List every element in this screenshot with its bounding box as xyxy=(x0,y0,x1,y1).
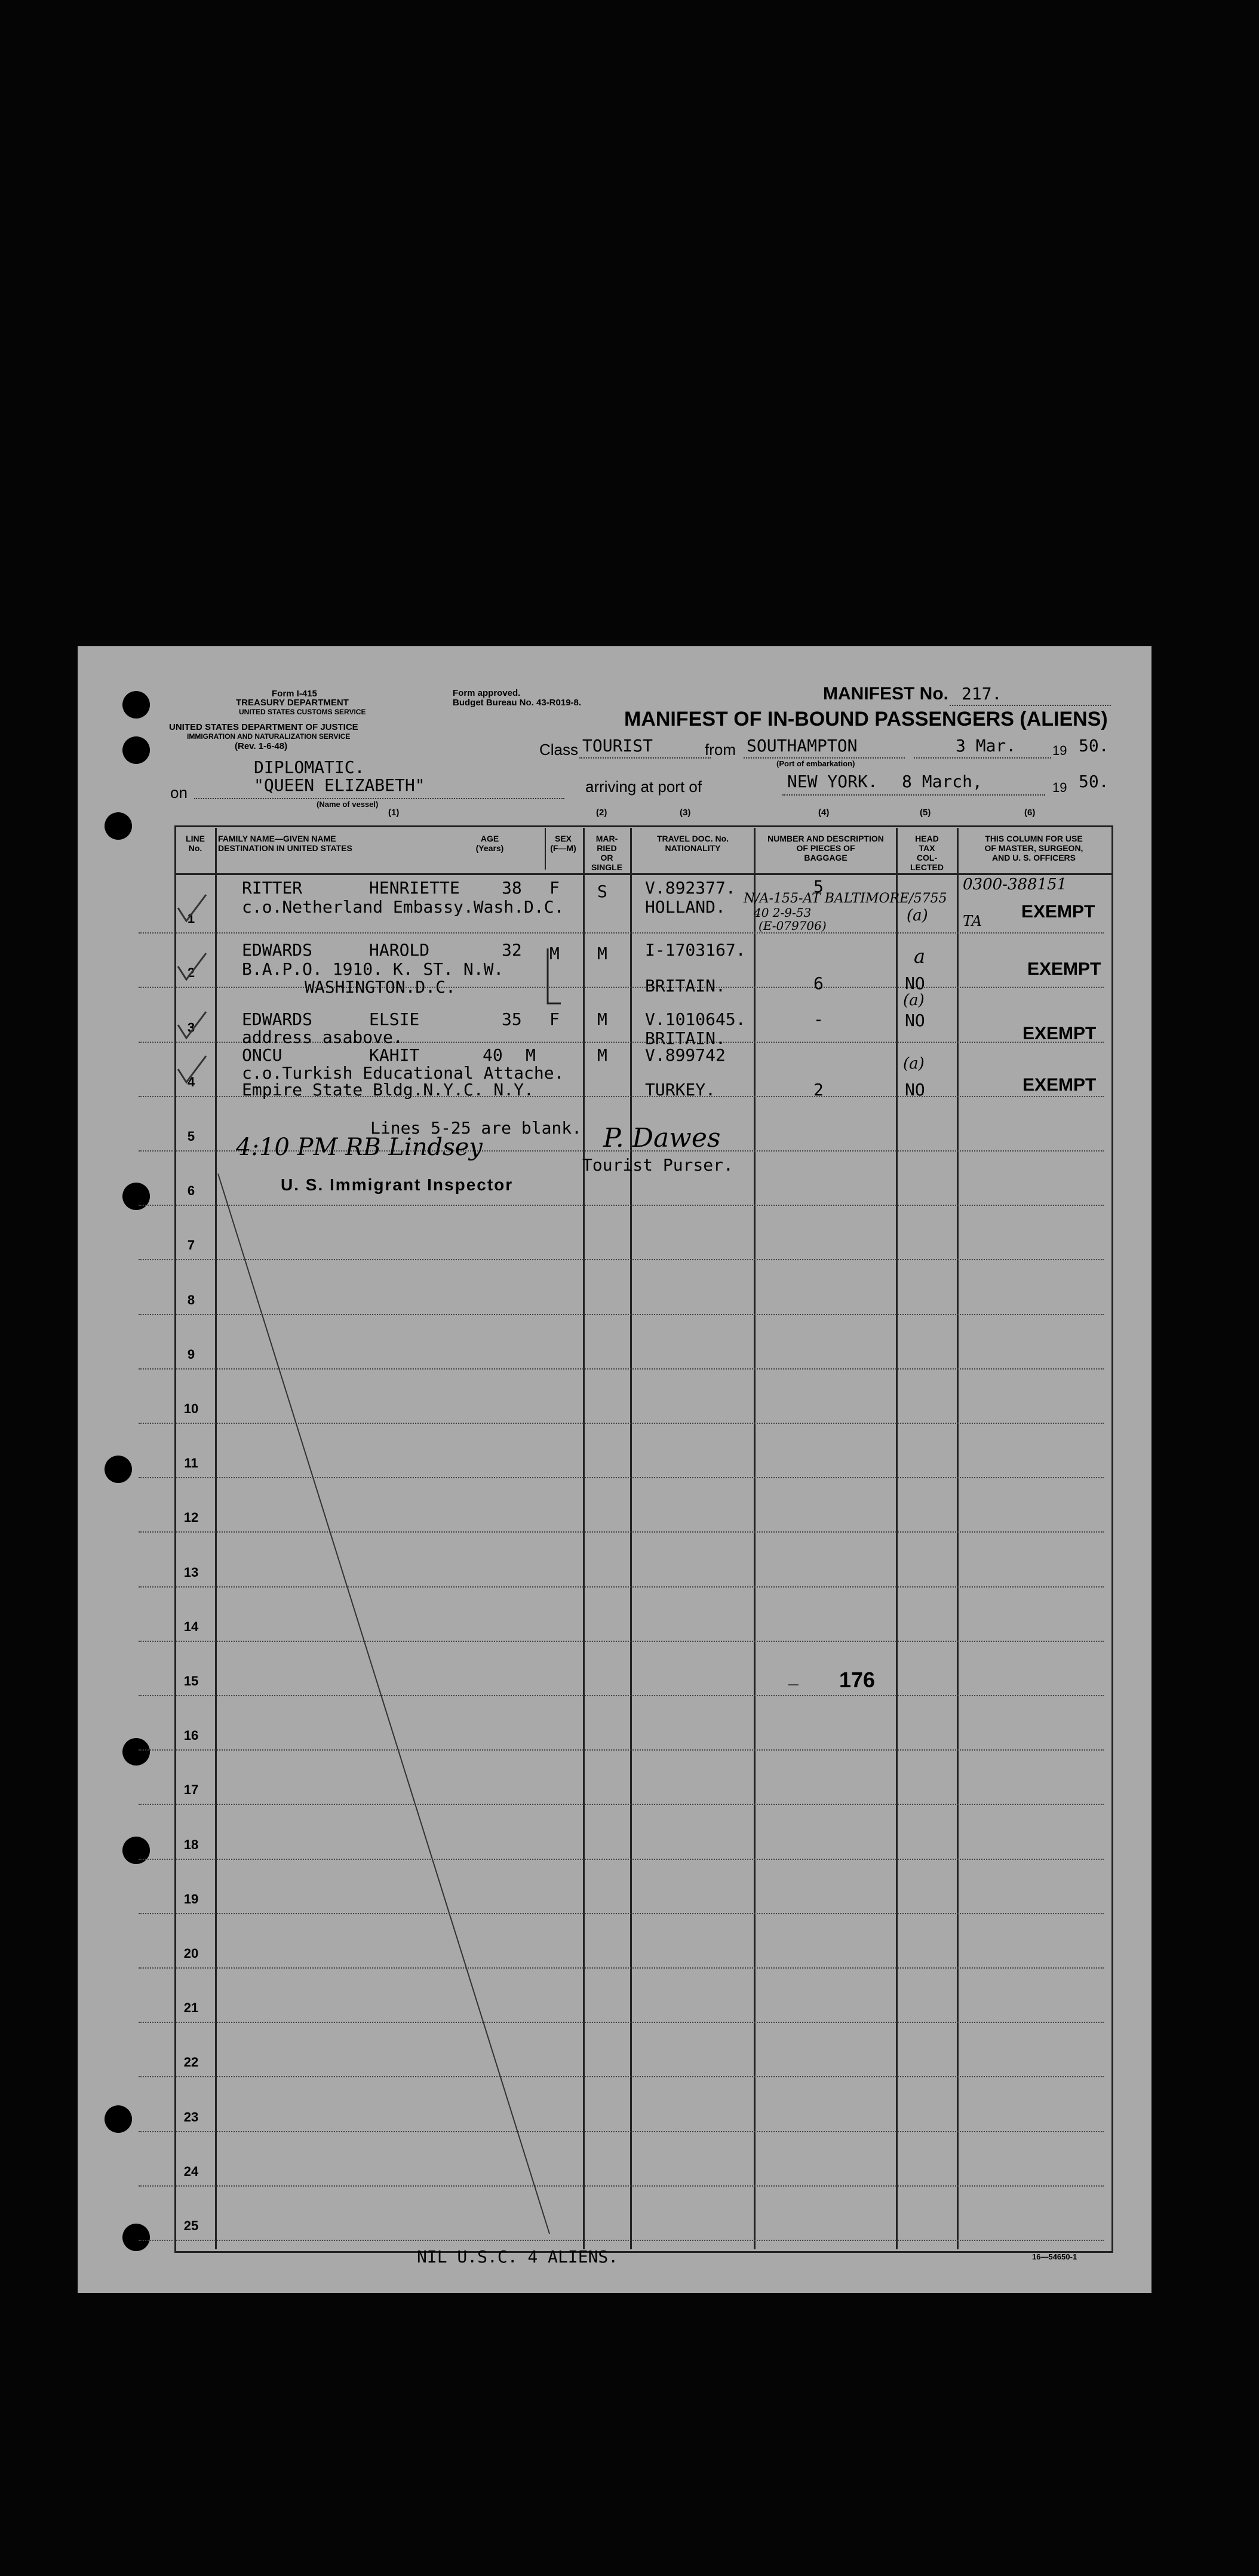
line-number: 15 xyxy=(183,1674,199,1688)
handwritten-note: 40 2-9-53 xyxy=(754,905,812,920)
customs-service: UNITED STATES CUSTOMS SERVICE xyxy=(239,708,366,716)
line-number: 18 xyxy=(183,1837,199,1852)
passenger-destination: c.o.Turkish Educational Attache. xyxy=(242,1063,564,1083)
header-divider xyxy=(174,873,1111,875)
binder-hole xyxy=(105,812,132,840)
purser-signature: P. Dawes xyxy=(603,1123,721,1153)
col-num-4: (4) xyxy=(818,808,830,818)
ins-service: IMMIGRATION AND NATURALIZATION SERVICE xyxy=(187,732,351,741)
manifest-title: MANIFEST OF IN-BOUND PASSENGERS (ALIENS) xyxy=(624,708,1108,730)
line-number: 10 xyxy=(183,1401,199,1416)
binder-hole xyxy=(105,1456,132,1483)
port-embark-note: (Port of embarkation) xyxy=(776,759,855,768)
col-num-6: (6) xyxy=(1024,808,1036,818)
passenger-marital: M xyxy=(597,1045,607,1065)
binder-hole xyxy=(122,1837,150,1864)
line-number: 14 xyxy=(183,1619,199,1634)
form-approved: Form approved. xyxy=(453,688,521,698)
treasury-dept: TREASURY DEPARTMENT xyxy=(236,698,349,708)
passenger-family: EDWARDS xyxy=(242,940,313,960)
check-mark xyxy=(178,895,206,921)
officer-note: 0300-388151 xyxy=(963,876,1067,894)
check-mark xyxy=(178,1056,206,1082)
binder-hole xyxy=(122,2224,150,2251)
passenger-sex: F xyxy=(549,1009,560,1029)
arrival-port: NEW YORK. xyxy=(787,772,878,791)
manifest-label: MANIFEST No. xyxy=(823,684,948,704)
row-separator xyxy=(139,932,1104,934)
passenger-nationality: TURKEY. xyxy=(645,1080,716,1100)
check-marks xyxy=(173,890,221,1093)
inspector-time-signature: 4:10 PM RB Lindsey xyxy=(236,1134,483,1161)
line-number: 13 xyxy=(183,1564,199,1580)
vessel-prefix: DIPLOMATIC. xyxy=(254,757,365,777)
check-mark xyxy=(178,1012,206,1038)
col-header-name: FAMILY NAME—GIVEN NAME DESTINATION IN UNITED STATES xyxy=(218,834,352,853)
line-number: 24 xyxy=(183,2163,199,2179)
passenger-marital: M xyxy=(597,944,607,963)
passenger-nationality: BRITAIN. xyxy=(645,976,726,996)
passenger-given: HENRIETTE xyxy=(369,878,460,898)
passenger-doc: V.899742 xyxy=(645,1045,726,1065)
passenger-given: ELSIE xyxy=(369,1009,420,1029)
line-number: 16 xyxy=(183,1728,199,1743)
line-number: 12 xyxy=(183,1510,199,1525)
exempt-stamp: EXEMPT xyxy=(1021,902,1095,922)
passenger-headtax: NO xyxy=(905,1011,925,1030)
line-number: 21 xyxy=(183,2000,199,2016)
binder-hole xyxy=(105,2105,132,2133)
passenger-baggage: 2 xyxy=(813,1080,824,1100)
passenger-nationality: BRITAIN. xyxy=(645,1028,726,1048)
from-label: from xyxy=(705,741,736,759)
passenger-sex: F xyxy=(549,878,560,898)
line-number: 20 xyxy=(183,1946,199,1961)
passenger-age: 35 xyxy=(502,1009,522,1029)
port-of-embarkation: SOUTHAMPTON xyxy=(747,736,858,756)
headtax-hand: (a) xyxy=(903,1055,925,1073)
arrival-year: 50. xyxy=(1079,772,1109,791)
binder-hole xyxy=(122,736,150,764)
passenger-baggage: 5 xyxy=(813,877,824,896)
officer-note: TA xyxy=(963,913,982,929)
passenger-doc: I-1703167. xyxy=(645,940,746,960)
passenger-given: KAHIT xyxy=(369,1045,420,1065)
passenger-marital: M xyxy=(597,1009,607,1029)
handwritten-note: N/A-155-AT BALTIMORE/5755 xyxy=(744,891,947,906)
line-number: 8 xyxy=(187,1292,195,1307)
passenger-marital: S xyxy=(597,882,607,901)
passenger-destination: c.o.Netherland Embassy.Wash.D.C. xyxy=(242,897,564,917)
passenger-destination: B.A.P.O. 1910. K. ST. N.W. xyxy=(242,959,504,979)
purser-title: Tourist Purser. xyxy=(582,1155,733,1175)
line-number: 1 xyxy=(187,911,195,926)
passenger-family: EDWARDS xyxy=(242,1009,313,1029)
line-number: 11 xyxy=(184,1456,198,1471)
age-bracket xyxy=(535,944,570,1009)
line-number: 23 xyxy=(183,2109,199,2124)
passenger-age: 32 xyxy=(502,940,522,960)
budget-bureau: Budget Bureau No. 43-R019-8. xyxy=(453,698,582,708)
line-number: 17 xyxy=(183,1782,199,1798)
headtax-hand: a xyxy=(914,945,926,968)
binder-hole xyxy=(122,691,150,719)
justice-dept: UNITED STATES DEPARTMENT OF JUSTICE xyxy=(169,722,358,732)
line-number: 22 xyxy=(183,2055,199,2070)
footer-code: 16—54650-1 xyxy=(1032,2252,1077,2261)
exempt-stamp: EXEMPT xyxy=(1027,959,1101,979)
passenger-headtax: NO xyxy=(905,1080,925,1100)
inspector-title: U. S. Immigrant Inspector xyxy=(281,1175,514,1194)
departure-date: 3 Mar. xyxy=(956,736,1017,756)
arriving-label: arriving at port of xyxy=(585,778,702,796)
col-header-marital: MAR- RIED OR SINGLE xyxy=(591,834,623,872)
col-num-5: (5) xyxy=(920,808,931,818)
col-header-officers: THIS COLUMN FOR USE OF MASTER, SURGEON, AND U. S. OFFICERS xyxy=(984,834,1083,862)
passenger-age: 38 xyxy=(502,878,522,898)
manifest-number: 217. xyxy=(962,684,1002,704)
passenger-family: ONCU xyxy=(242,1045,282,1065)
class-label: Class xyxy=(539,741,579,759)
passenger-family: RITTER xyxy=(242,878,303,898)
line-number: 7 xyxy=(187,1238,195,1253)
passenger-doc: V.1010645. xyxy=(645,1009,746,1029)
check-mark xyxy=(178,953,206,980)
line-number: 5 xyxy=(187,1129,195,1144)
revision-date: (Rev. 1-6-48) xyxy=(235,741,288,751)
passenger-headtax: (a) xyxy=(907,907,928,925)
col-header-sex: SEX (F—M) xyxy=(550,834,576,853)
arrival-date: 8 March, xyxy=(902,772,982,791)
line-number: 19 xyxy=(183,1891,199,1906)
line-number: 3 xyxy=(187,1020,195,1035)
passenger-destination: WASHINGTON.D.C. xyxy=(305,977,456,997)
page-number: 176 xyxy=(839,1668,876,1692)
col-header-headtax: HEAD TAX COL- LECTED xyxy=(910,834,944,872)
col-header-age: AGE (Years) xyxy=(475,834,504,853)
handwritten-note: (E-079706) xyxy=(759,919,827,933)
exempt-stamp: EXEMPT xyxy=(1022,1024,1097,1043)
exempt-stamp: EXEMPT xyxy=(1022,1075,1097,1095)
departure-year: 50. xyxy=(1079,736,1109,756)
page-prefix: _ xyxy=(788,1668,799,1687)
on-label: on xyxy=(170,784,188,802)
passenger-doc: V.892377. xyxy=(645,878,736,898)
col-num-1: (1) xyxy=(388,808,400,818)
blank-lines-note: Lines 5-25 are blank. xyxy=(370,1118,582,1138)
year-prefix: 19 xyxy=(1052,743,1067,758)
voyage-class: TOURIST xyxy=(582,736,653,756)
row-separator xyxy=(139,987,1104,988)
col-header-doc: TRAVEL DOC. No. NATIONALITY xyxy=(656,834,729,853)
col-num-2: (2) xyxy=(596,808,607,818)
passenger-destination: Empire State Bldg.N.Y.C. N.Y. xyxy=(242,1080,534,1100)
passenger-headtax: NO xyxy=(905,974,925,993)
passenger-baggage: 6 xyxy=(813,974,824,993)
line-number: 6 xyxy=(187,1183,195,1199)
col-header-baggage: NUMBER AND DESCRIPTION OF PIECES OF BAGGAGE xyxy=(767,834,884,862)
passenger-given: HAROLD xyxy=(369,940,430,960)
passenger-sex: M xyxy=(526,1045,536,1065)
passenger-nationality: HOLLAND. xyxy=(645,897,726,917)
col-num-3: (3) xyxy=(680,808,691,818)
line-number: 2 xyxy=(187,965,195,981)
binder-hole xyxy=(122,1738,150,1766)
passenger-age: 40 xyxy=(483,1045,503,1065)
line-number: 4 xyxy=(187,1074,195,1089)
cancel-line xyxy=(215,1171,585,2246)
vessel-note: (Name of vessel) xyxy=(317,800,379,809)
col-header-line: LINE No. xyxy=(186,834,205,853)
line-number: 9 xyxy=(187,1346,195,1362)
aliens-summary: NIL U.S.C. 4 ALIENS. xyxy=(417,2247,619,2267)
headtax-hand: (a) xyxy=(903,991,925,1009)
passenger-baggage: - xyxy=(813,1009,824,1029)
arrival-year-prefix: 19 xyxy=(1052,780,1067,795)
passenger-sex: M xyxy=(549,944,560,963)
line-number: 25 xyxy=(183,2218,199,2233)
form-number: Form I-415 xyxy=(272,689,317,699)
passenger-destination: address asabove. xyxy=(242,1027,403,1047)
vessel-name: "QUEEN ELIZABETH" xyxy=(254,775,425,795)
